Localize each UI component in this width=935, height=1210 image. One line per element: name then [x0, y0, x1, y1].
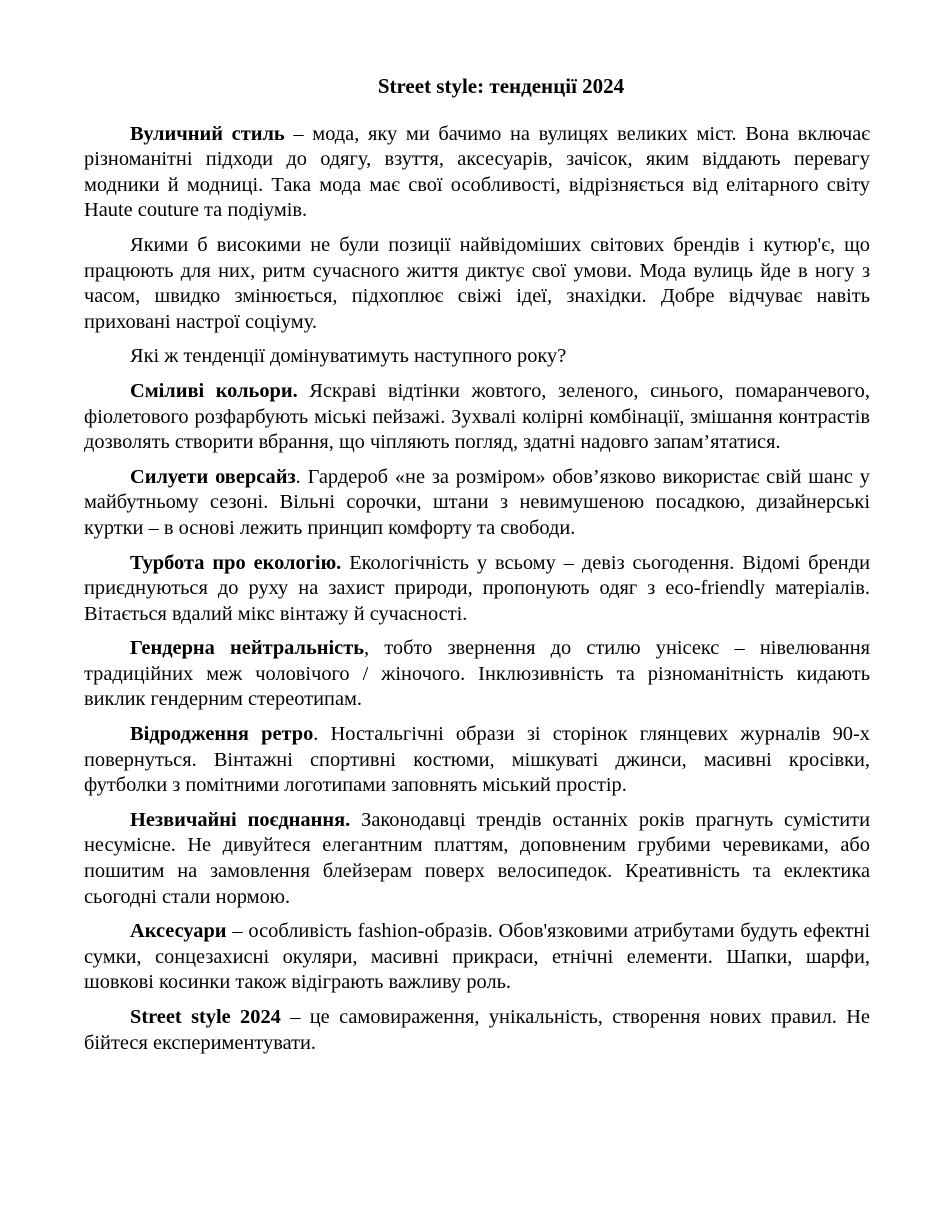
paragraph-conclusion [84, 1005, 870, 1056]
paragraph-text: Екологічність у всьому – девіз сьогодення. Відомі бренди приєднуються до руху на захист природи, пропонують одяг з eco-friendly матеріалів. Вітається вдалий мікс вінтажу й сучасності. [84, 551, 870, 625]
paragraph-text: Яскраві відтінки жовтого, зеленого, синього, помаранчевого, фіолетового розфарбують міські пейзажі. Зухвалі колірні комбінації, змішання контрастів дозволять створити вбрання, що чіпляють погляд, здатні надовго запам’ятатися. [84, 379, 870, 454]
document-title: Street style: тенденції 2024 [377, 74, 625, 98]
paragraph-gender-neutrality [84, 636, 870, 713]
paragraph-lead: Сміливі кольори. [130, 379, 298, 402]
paragraph-lead: Незвичайні поєднання. [130, 808, 351, 831]
paragraph-ecology [84, 551, 870, 628]
paragraph-retro [84, 722, 870, 799]
paragraph-accessories [84, 919, 870, 996]
paragraph-lead: Турбота про екологію. [130, 551, 342, 574]
paragraph-street-style-intro [84, 122, 870, 224]
paragraph-text: , тобто звернення до стилю унісекс – нівелювання традиційних меж чоловічого / жіночого. Інклюзивність та різноманітність кидають виклик гендерним стереотипам. [84, 637, 870, 711]
paragraph-text: – це самовираження, унікальність, створення нових правил. Не бійтеся експериментувати. [84, 1006, 870, 1054]
paragraph-lead: Силуети оверсайз [130, 465, 296, 488]
paragraph-unusual-combinations [84, 808, 870, 910]
paragraph-question [84, 344, 870, 370]
paragraph-text: Законодавці трендів останніх років прагнуть сумістити несумісне. Не дивуйтеся елегантним платтям, доповненим грубими черевиками, або пошитим на замовлення блейзерам поверх велосипедок. Креативність та еклектика сьогодні стали нормою. [84, 808, 871, 908]
paragraph-text: Якими б високими не були позиції найвідоміших світових брендів і кутюр'є, що працюють для них, ритм сучасного життя диктує свої умови. Мода вулиць йде в ногу з часом, швидко змінюється, підхоплює свіжі ідеї, знахідки. Добре відчуває навіть приховані настрої соціуму. [84, 233, 870, 333]
paragraph-text: Які ж тенденції домінуватимуть наступного року? [130, 345, 567, 368]
paragraph-lead: Вуличний стиль [130, 122, 285, 145]
paragraph-bold-colors [84, 379, 870, 456]
paragraph-lead: Відродження ретро [130, 723, 314, 746]
paragraph-text: . Ностальгічні образи зі сторінок глянцевих журналів 90-х повернуться. Вінтажні спортивні костюми, мішкуваті джинси, масивні кросівки, футболки з помітними логотипами заповнять міський простір. [84, 723, 870, 797]
paragraph-lead: Гендерна нейтральність [130, 637, 365, 660]
paragraph-lead: Аксесуари [130, 920, 227, 943]
paragraph-oversize [84, 465, 870, 542]
paragraph-text: – особливість fashion-образів. Обов'язковими атрибутами будуть ефектні сумки, сонцезахисні окуляри, масивні прикраси, етнічні елементи. Шапки, шарфи, шовкові косинки також відіграють важливу роль. [84, 920, 870, 994]
paragraph-brands-rhythm [84, 233, 870, 335]
paragraph-text: – мода, яку ми бачимо на вулицях великих міст. Вона включає різноманітні підходи до одягу, взуття, аксесуарів, зачісок, яким віддають перевагу модники й модниці. Така мода має свої особливості, відрізняється від елітарного світу Haute couture та подіумів. [84, 122, 871, 222]
paragraph-lead: Street style 2024 [130, 1006, 281, 1028]
paragraph-text: . Гардероб «не за розміром» обов’язково використає свій шанс у майбутньому сезоні. Вільні сорочки, штани з невимушеною посадкою, дизайнерські куртки – в основі лежить принцип комфорту та свободи. [84, 465, 870, 539]
document-page [84, 74, 870, 1065]
